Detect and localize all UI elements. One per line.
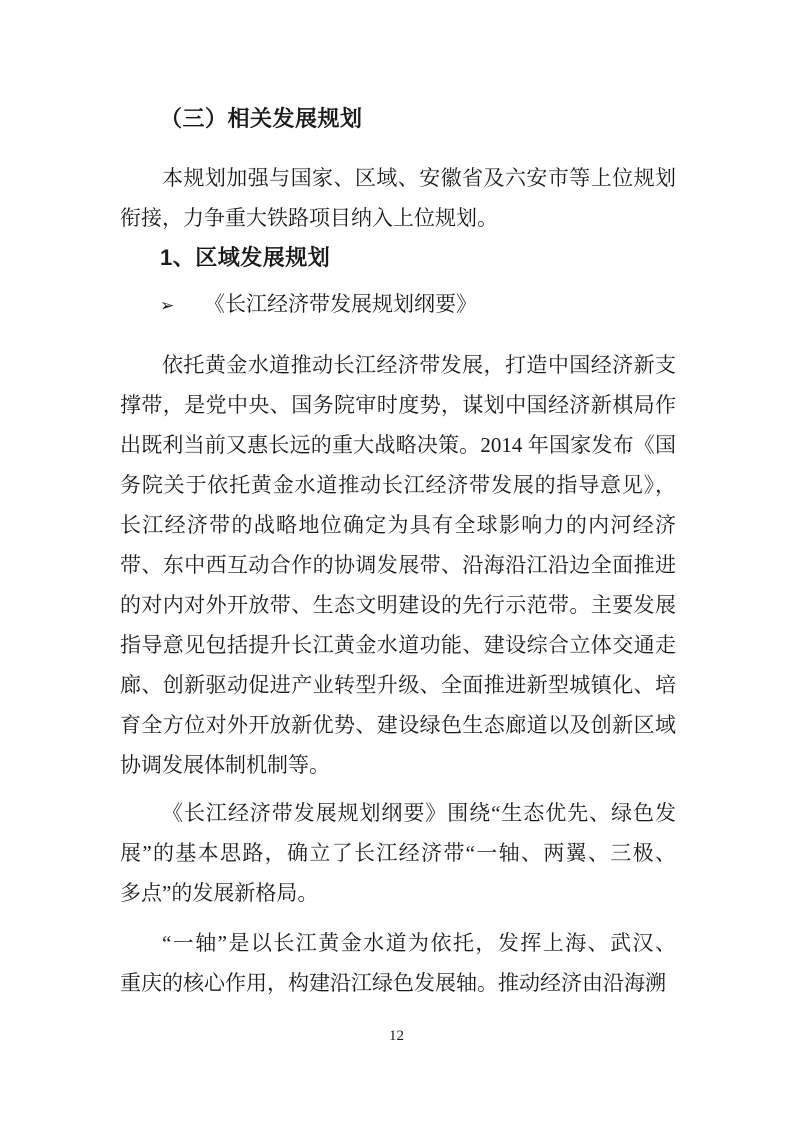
body-paragraph-3 bbox=[120, 923, 676, 1003]
page-footer bbox=[0, 1026, 793, 1046]
paragraph-line: 《长江经济带发展规划纲要》围绕“生态优先、绿色发 bbox=[162, 801, 676, 825]
paragraph-line: 撑带，是党中央、国务院审时度势，谋划中国经济新棋局作 bbox=[120, 393, 676, 417]
paragraph-line: 多点”的发展新格局。 bbox=[120, 881, 319, 905]
paragraph-line: “一轴”是以长江黄金水道为依托，发挥上海、武汉、 bbox=[162, 931, 676, 955]
bullet-item bbox=[120, 284, 676, 326]
page-number: 12 bbox=[389, 1028, 404, 1044]
body-paragraph-1 bbox=[120, 345, 676, 785]
paragraph-line: 带、东中西互动合作的协调发展带、沿海沿江沿边全面推进 bbox=[120, 553, 676, 577]
body-paragraph-2 bbox=[120, 793, 676, 913]
paragraph-line: 展”的基本思路，确立了长江经济带“一轴、两翼、三极、 bbox=[120, 841, 676, 865]
intro-paragraph bbox=[120, 158, 676, 238]
paragraph-line: 出既利当前又惠长远的重大战略决策。2014 年国家发布《国 bbox=[120, 433, 676, 457]
arrow-bullet-icon: ➢ bbox=[160, 296, 175, 316]
paragraph-line: 指导意见包括提升长江黄金水道功能、建设综合立体交通走 bbox=[120, 633, 676, 657]
document-body bbox=[120, 99, 676, 1003]
bullet-text: 《长江经济带发展规划纲要》 bbox=[204, 292, 477, 316]
paragraph-line: 本规划加强与国家、区域、安徽省及六安市等上位规划 bbox=[162, 166, 676, 190]
paragraph-line: 长江经济带的战略地位确定为具有全球影响力的内河经济 bbox=[120, 513, 676, 537]
paragraph-line: 衔接，力争重大铁路项目纳入上位规划。 bbox=[120, 206, 498, 230]
paragraph-line: 协调发展体制机制等。 bbox=[120, 753, 330, 777]
paragraph-line: 廊、创新驱动促进产业转型升级、全面推进新型城镇化、培 bbox=[120, 673, 676, 697]
subsection-heading: 1、区域发展规划 bbox=[160, 245, 331, 270]
section-heading: （三）相关发展规划 bbox=[160, 106, 363, 131]
paragraph-line: 务院关于依托黄金水道推动长江经济带发展的指导意见》， bbox=[120, 473, 676, 497]
paragraph-line: 的对内对外开放带、生态文明建设的先行示范带。主要发展 bbox=[120, 593, 676, 617]
paragraph-line: 育全方位对外开放新优势、建设绿色生态廊道以及创新区域 bbox=[120, 713, 676, 737]
paragraph-line: 依托黄金水道推动长江经济带发展，打造中国经济新支 bbox=[162, 353, 676, 377]
paragraph-line: 重庆的核心作用，构建沿江绿色发展轴。推动经济由沿海溯 bbox=[120, 971, 666, 995]
